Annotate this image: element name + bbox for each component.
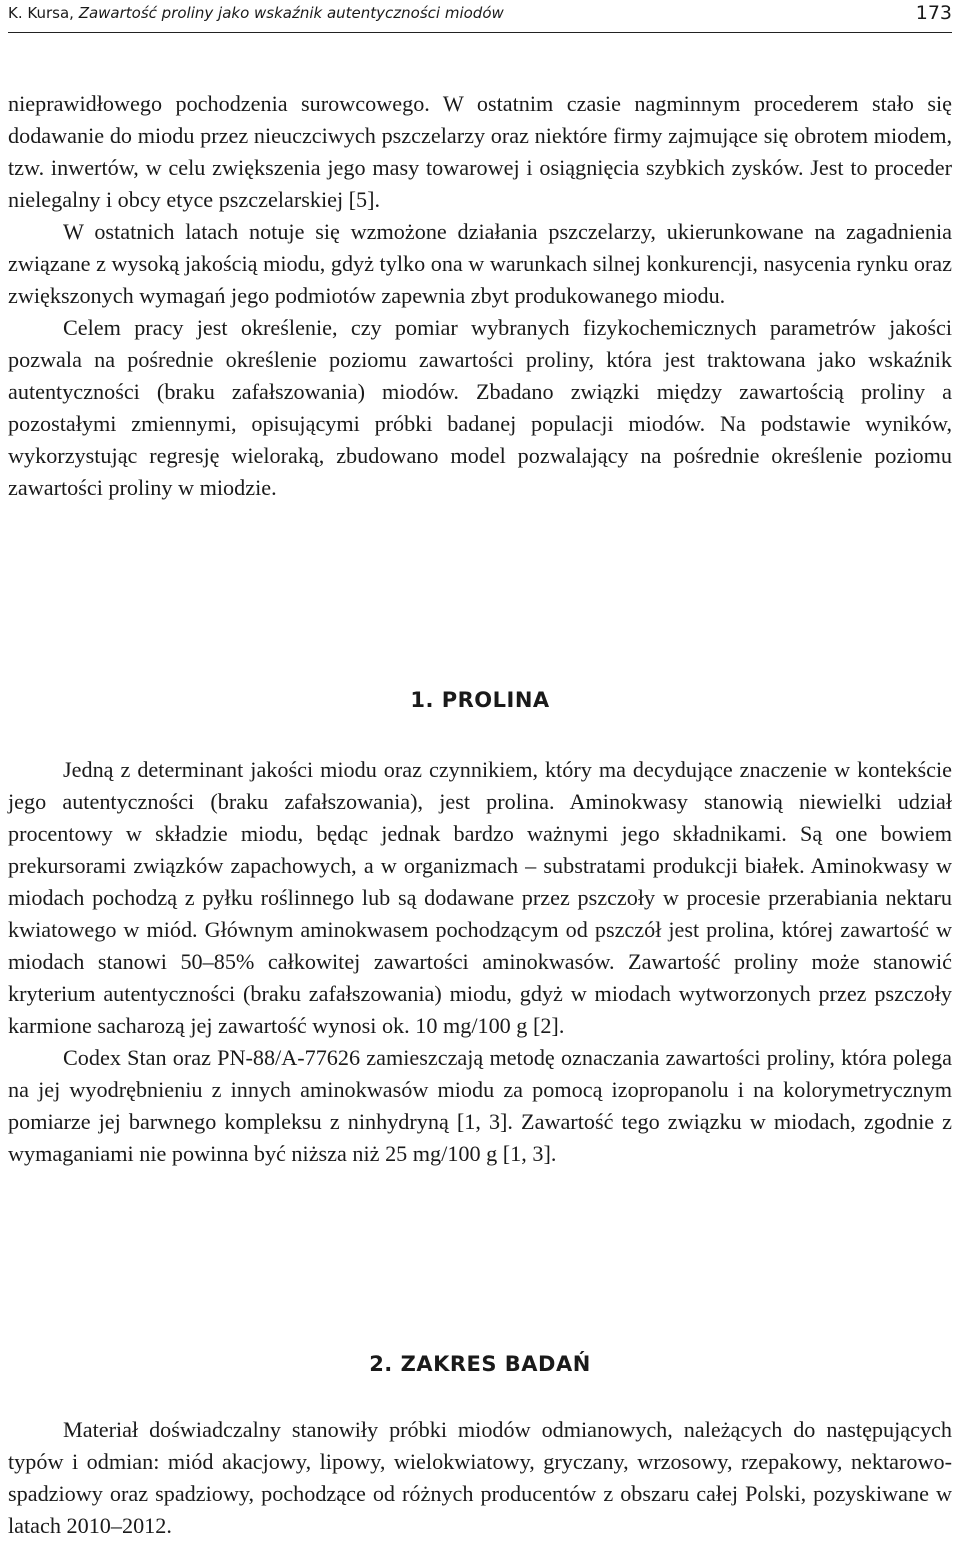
prolina-paragraph-2: Codex Stan oraz PN-88/A-77626 zamieszczają metodę oznaczania zawartości proliny, która polega na jej wyodrębnieniu z innych aminokwasów miodu za pomocą izopropanolu i na kolorymetrycznym pomiarze jej barwnego kompleksu z ninhydryną [1, 3]. Zawartość tego związku w miodach, zgodnie z wymaganiami nie powinna być niższa niż 25 mg/100 g [1, 3]. [8, 1045, 952, 1166]
intro-paragraph-2: W ostatnich latach notuje się wzmożone działania pszczelarzy, ukierunkowane na zagadnienia związane z wysoką jakością miodu, gdyż tylko ona w warunkach silnej konkurencji, nasycenia rynku oraz zwiększonych wymagań jego podmiotów zapewnia zbyt produkowanego miodu. [8, 219, 952, 308]
prolina-section [8, 754, 952, 1170]
zakres-paragraph-1: Materiał doświadczalny stanowiły próbki miodów odmianowych, należących do następujących typów i odmian: miód akacjowy, lipowy, wielokwiatowy, gryczany, wrzosowy, rzepakowy, nektarowo-spadziowy oraz spadziowy, pochodzące od różnych producentów z obszaru całej Polski, pozyskiwane w latach 2010–2012. [8, 1417, 952, 1538]
section-heading-zakres-badan: 2. ZAKRES BADAŃ [369, 1352, 591, 1376]
running-title [8, 0, 504, 26]
prolina-paragraph-1: Jedną z determinant jakości miodu oraz czynnikiem, który ma decydujące znaczenie w kontekście jego autentyczności (braku zafałszowania), jest prolina. Aminokwasy stanowią niewielki udział procentowy w składzie miodu, będąc jednak bardzo ważnymi jego składnikami. Są one bowiem prekursorami związków zapachowych, a w organizmach – substratami produkcji białek. Aminokwasy w miodach pochodzą z pyłku roślinnego lub są dodawane przez pszczoły w procesie przerabiania nektaru kwiatowego w miód. Głównym aminokwasem pochodzącym od pszczół jest prolina, której zawartość w miodach stanowi 50–85% całkowitej zawartości aminokwasów. Zawartość proliny może stanowić kryterium autentyczności (braku zafałszowania) miodu, gdyż w miodach wytworzonych przez pszczoły karmione sacharozą jej zawartość wynosi ok. 10 mg/100 g [2]. [8, 757, 952, 1038]
section-heading-prolina: 1. PROLINA [410, 688, 550, 712]
page-number: 173 [915, 2, 952, 24]
running-header [8, 0, 952, 33]
zakres-badan-section [8, 1414, 952, 1542]
running-title-article: Zawartość proliny jako wskaźnik autentyczności miodów [78, 4, 504, 22]
intro-section [8, 88, 952, 504]
intro-paragraph-3: Celem pracy jest określenie, czy pomiar wybranych fizykochemicznych parametrów jakości pozwala na pośrednie określenie poziomu zawartości proliny, która jest traktowana jako wskaźnik autentyczności (braku zafałszowania) miodów. Zbadano związki między zawartością proliny a pozostałymi zmiennymi, opisującymi próbki badanej populacji miodów. Na podstawie wyników, wykorzystując regresję wieloraką, zbudowano model pozwalający na pośrednie określenie poziomu zawartości proliny w miodzie. [8, 315, 952, 500]
running-title-author: K. Kursa, [8, 4, 79, 22]
intro-paragraph-1: nieprawidłowego pochodzenia surowcowego. W ostatnim czasie nagminnym procederem stało się dodawanie do miodu przez nieuczciwych pszczelarzy oraz niektóre firmy zajmujące się obrotem miodem, tzw. inwertów, w celu zwiększenia jego masy towarowej i osiągnięcia szybkich zysków. Jest to proceder nielegalny i obcy etyce pszczelarskiej [5]. [8, 91, 952, 212]
